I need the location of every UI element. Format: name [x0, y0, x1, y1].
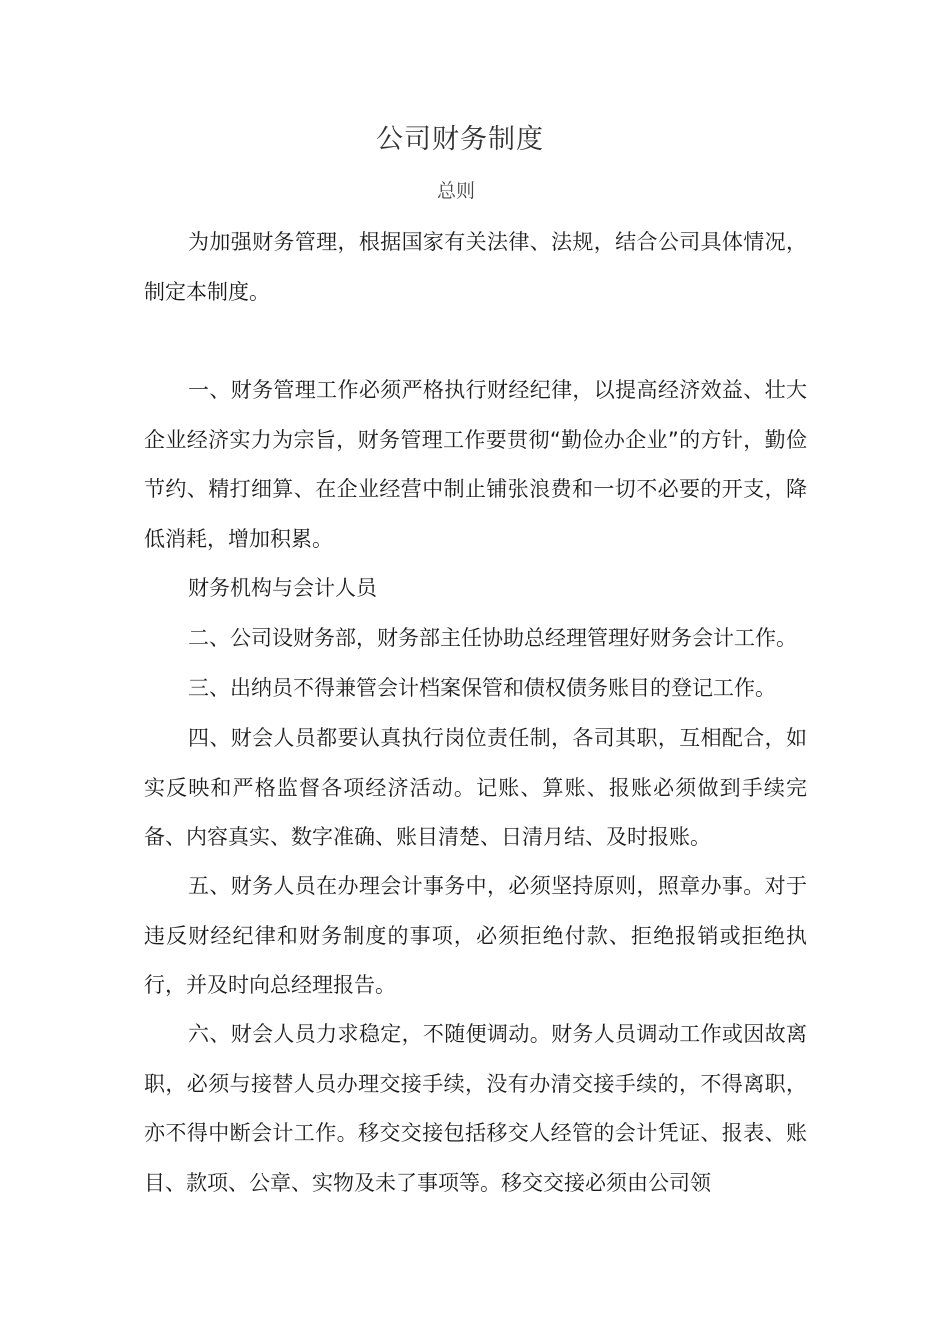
paragraph-article-5: 五、财务人员在办理会计事务中，必须坚持原则，照章办事。对于违反财经纪律和财务制度的事项，必须拒绝付款、拒绝报销或拒绝执行，并及时向总经理报告。 [144, 874, 807, 997]
section-heading-general: 总则 [436, 180, 475, 202]
document-title: 公司财务制度 [376, 124, 544, 155]
paragraph-article-6: 六、财会人员力求稳定，不随便调动。财务人员调动工作或因故离职，必须与接替人员办理交接手续，没有办清交接手续的，不得离职，亦不得中断会计工作。移交交接包括移交人经管的会计凭证、报表、账目、款项、公章、实物及未了事项等。移交交接必须由公司领 [144, 1022, 807, 1195]
paragraph-article-4: 四、财会人员都要认真执行岗位责任制，各司其职，互相配合，如实反映和严格监督各项经济活动。记账、算账、报账必须做到手续完备、内容真实、数字准确、账目清楚、日清月结、及时报账。 [144, 726, 807, 849]
paragraph-article-3: 三、出纳员不得兼管会计档案保管和债权债务账目的登记工作。 [188, 676, 776, 700]
paragraph-intro: 为加强财务管理，根据国家有关法律、法规，结合公司具体情况，制定本制度。 [144, 230, 807, 304]
paragraph-article-2: 二、公司设财务部，财务部主任协助总经理管理好财务会计工作。 [188, 626, 797, 650]
section-heading-finance-org: 财务机构与会计人员 [188, 576, 377, 600]
paragraph-article-1: 一、财务管理工作必须严格执行财经纪律，以提高经济效益、壮大企业经济实力为宗旨，财务管理工作要贯彻“勤俭办企业”的方针，勤俭节约、精打细算、在企业经营中制止铺张浪费和一切不必要的开支，降低消耗，增加积累。 [144, 378, 807, 551]
